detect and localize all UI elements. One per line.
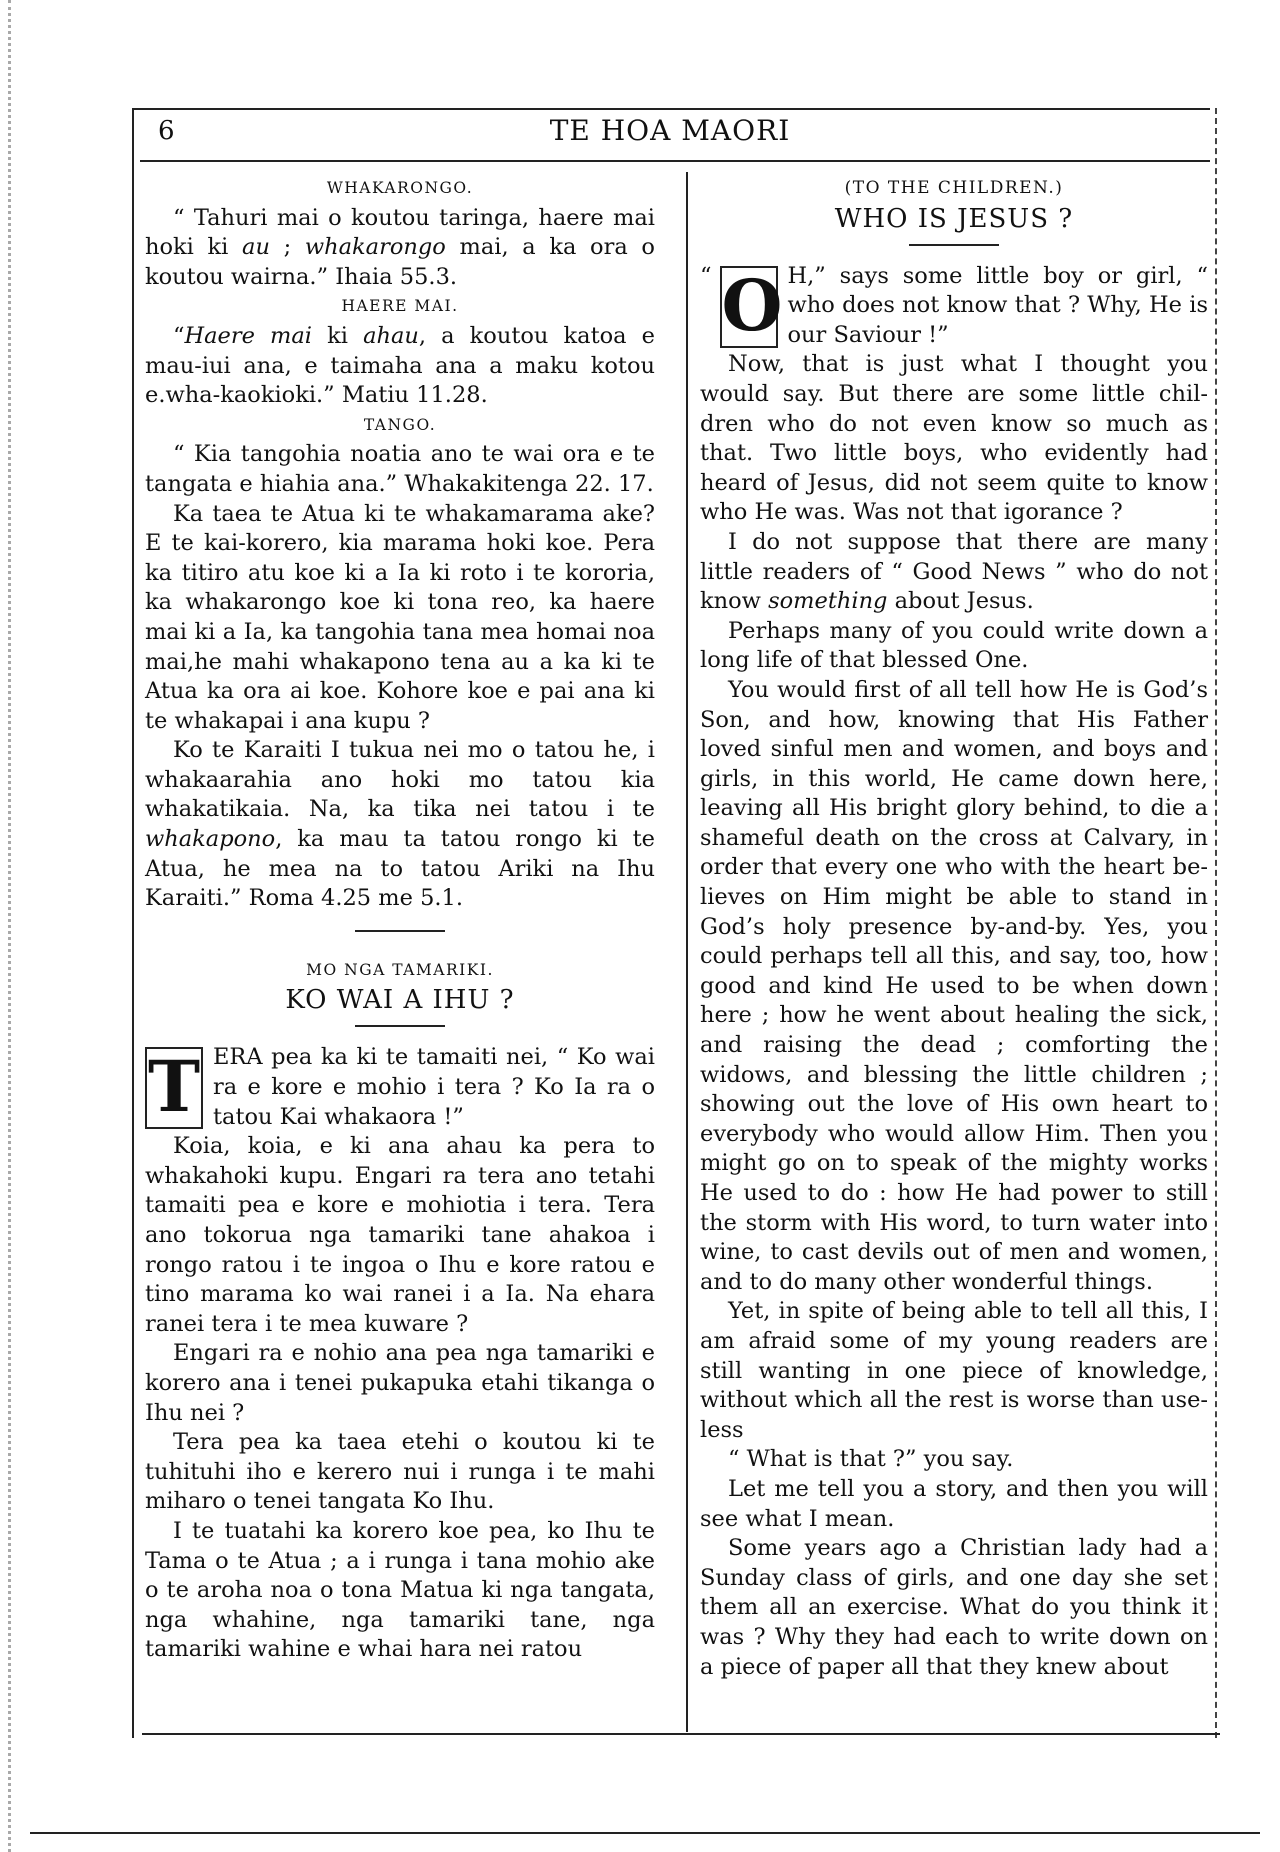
scripture-whakarongo: “ Tahuri mai o koutou taringa, haere mai hoki ki au ; whakarongo mai, a ka ora o koutou wairna.” Ihaia 55.3. xyxy=(145,204,655,290)
children-section-label: (TO THE CHILDREN.) xyxy=(844,178,1064,198)
page-bottom-rule xyxy=(30,1832,1260,1834)
paragraph-tuatahi: I te tuatahi ka korero koe pea, ko Ihu te Tama o te Atua ; a i runga i tana mohio ake o te aroha noa o tona Matua ki nga tangata, nga whahine, nga tamariki tane, nga tamariki wahine e whai hara nei ratou xyxy=(145,1517,655,1663)
frame-bottom-rule xyxy=(142,1733,1220,1735)
paragraph-story: Let me tell you a story, and then you will see what I mean. xyxy=(700,1475,1208,1532)
scripture-tango: “ Kia tangohia noatia ano te wai ora e te tangata e hiahia ana.” Whakakitenga 22. 17. xyxy=(145,441,655,497)
children-opening xyxy=(700,262,1208,351)
paragraph-perhaps: Perhaps many of you could write down a long life of that blessed One. xyxy=(700,617,1208,674)
paragraph-tera: ERA pea ka ki te tamaiti nei, “ Ko wai ra e kore e mohio i tera ? Ko Ia ra o tatou Kai whakaora !” xyxy=(213,1044,655,1130)
section-heading-haere-mai: HAERE MAI. xyxy=(341,297,459,316)
paragraph-lady: Some years ago a Christian lady had a Sunday class of girls, and one day she set them all an exercise. What do you think it was ? Why they had each to write down on a piece of paper all that they knew about xyxy=(700,1535,1208,1680)
paragraph-what: “ What is that ?” you say. xyxy=(728,1446,1014,1473)
kids-section-heading: KO WAI A IHU ? xyxy=(285,985,515,1016)
opening-quote: “ xyxy=(700,262,712,289)
dropcap-o: O xyxy=(721,263,783,347)
right-column xyxy=(700,174,1208,1682)
binding-edge xyxy=(8,0,29,1852)
section-separator xyxy=(355,930,445,932)
heading-rule-right xyxy=(909,244,999,246)
paragraph-karaiti: Ko te Karaiti I tukua nei mo o tatou he, i whakaarahia ano hoki mo tatou kia whakatikaia. Na, ka tika nei tatou i te whakapono, ka mau ta tatou rongo ki te Atua, he mea na to tatou Ariki na Ihu Karaiti.” Roma 4.25 me 5.1. xyxy=(145,737,655,912)
heading-rule xyxy=(355,1025,445,1027)
paragraph-first: You would first of all tell how He is God’s Son, and how, knowing that His Father loved sinful men and women, and boys and girls, in this world, He came down here, leaving all His bright glory behind, to die a shameful death on the cross at Calvary, in order that every one who with the heart be-lieves on Him might be able to stand in God’s holy presence by-and-by. Yes, you could perhaps tell all this, and say, too, how good and kind He used to be when down here ; how he went about healing the sick, and raising the dead ; comforting the widows, and blessing the little children ; showing out the love of His own heart to everybody who would allow Him. Then you might go on to speak of the mighty works He used to do : how He had power to still the storm with His word, to turn water into wine, to cast devils out of men and women, and to do many other wonderful things. xyxy=(700,676,1208,1295)
paragraph-now: Now, that is just what I thought you would say. But there are some little chil-dren who do not even know so much as that. Two little boys, who evidently had heard of Jesus, did not seem quite to know who He was. Was not that igorance ? xyxy=(700,351,1208,526)
paragraph-yet: Yet, in spite of being able to tell all this, I am afraid some of my young readers are still wanting in one piece of knowledge, without which all the rest is worse than use-less xyxy=(700,1298,1208,1443)
children-section-heading: WHO IS JESUS ? xyxy=(834,203,1074,234)
paragraph-oh: H,” says some little boy or girl, “ who does not know that ? Why, He is our Saviour !” xyxy=(787,262,1208,348)
frame-top-rule xyxy=(132,108,1210,110)
running-title: TE HOA MAORI xyxy=(549,114,791,147)
page-number: 6 xyxy=(158,116,175,146)
frame-left-rule xyxy=(132,108,134,1738)
dropcap-t: T xyxy=(145,1047,203,1129)
kids-section-label: MO NGA TAMARIKI. xyxy=(306,960,494,979)
frame-right-rule xyxy=(1215,108,1217,1738)
header-rule xyxy=(140,160,1210,162)
column-divider xyxy=(686,172,688,1732)
scripture-haere-mai: “Haere mai ki ahau, a koutou katoa e mau-iui ana, e taimaha ana a maku kotou e.wha-kaokioki.” Matiu 11.28. xyxy=(145,322,655,409)
left-column xyxy=(145,174,655,1665)
section-heading-whakarongo: WHAKARONGO. xyxy=(326,179,474,197)
paragraph-engari: Engari ra e nohio ana pea nga tamariki e korero ana i tenei pukapuka etahi tikanga o Ihu nei ? xyxy=(145,1340,655,1426)
paragraph-suppose: I do not suppose that there are many little readers of “ Good News ” who do not know something about Jesus. xyxy=(700,528,1208,615)
section-heading-tango: TANGO. xyxy=(363,415,437,434)
paragraph-atua: Ka taea te Atua ki te whakamarama ake? E te kai-korero, kia marama hoki koe. Pera ka titiro atu koe ki a Ia ki roto i te kororia, ka whakarongo koe ki tona reo, ka haere mai ki a Ia, ka tangohia tana mea homai noa mai,he mahi whakapono tena au a ka ki te Atua ka ora ai koe. Kohore koe e pai ana ki te whakapai i ana kupu ? xyxy=(145,500,655,734)
paragraph-koia: Koia, koia, e ki ana ahau ka pera to whakahoki kupu. Engari ra tera ano tetahi tamaiti pea e kore e mohiotia i tera. Tera ano tokorua nga tamariki tane ahakoa i rongo ratou i te ingoa o Ihu e kore ratou e tino marama ko wai ranei i a Ia. Na ehara ranei tera i te mea kuware ? xyxy=(145,1133,655,1337)
kids-opening xyxy=(145,1043,655,1132)
paragraph-tera-pea: Tera pea ka taea etehi o koutou ki te tuhituhi iho e kerero nui i runga i te mahi miharo o tenei tangata Ko Ihu. xyxy=(145,1429,655,1515)
